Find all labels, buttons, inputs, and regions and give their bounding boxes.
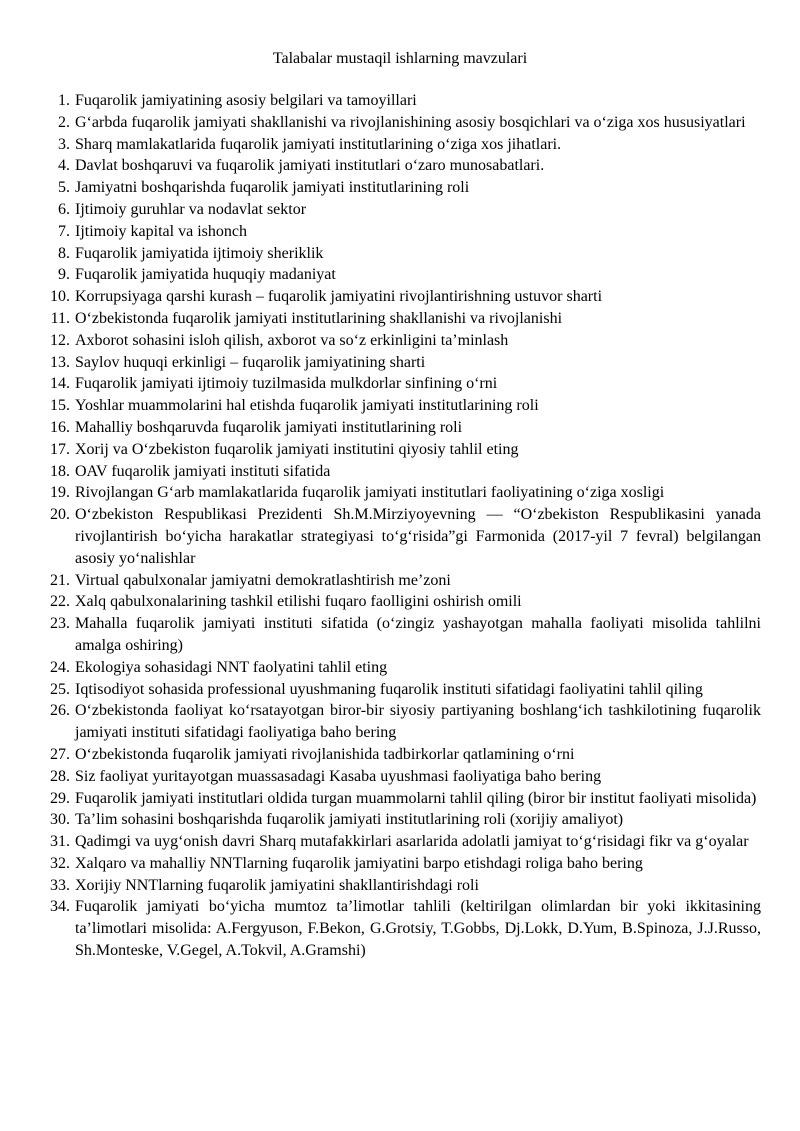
topic-text: Ta’lim sohasini boshqarishda fuqarolik jamiyati institutlarining roli (xorijiy amaliyot) [75, 811, 624, 829]
topic-item [38, 352, 761, 374]
topic-text: Ijtimoiy kapital va ishonch [75, 222, 247, 240]
topic-number: 6. [58, 200, 70, 218]
topic-number: 2. [58, 113, 70, 131]
topic-number: 14. [50, 375, 70, 393]
topic-text: Rivojlangan G‘arb mamlakatlarida fuqarolik jamiyati institutlari faoliyatining o‘ziga xosligi [75, 484, 665, 502]
topic-text: Axborot sohasini isloh qilish, axborot va so‘z erkinligini ta’minlash [75, 331, 509, 349]
topic-item [38, 788, 761, 810]
topic-text: Korrupsiyaga qarshi kurash – fuqarolik jamiyatini rivojlantirishning ustuvor sharti [75, 288, 603, 306]
topic-item [38, 875, 761, 897]
topic-text: O‘zbekistonda faoliyat ko‘rsatayotgan biror-bir siyosiy partiyaning boshlang‘ich tashkilotining fuqarolik jamiyati instituti sifatidagi faoliyatiga baho bering [75, 702, 761, 742]
topic-text: Saylov huquqi erkinligi – fuqarolik jamiyatining sharti [75, 353, 426, 371]
topic-number: 29. [50, 789, 70, 807]
topic-item [38, 199, 761, 221]
topic-text: Mahalla fuqarolik jamiyati instituti sifatida (o‘zingiz yashayotgan mahalla faoliyati misolida tahlilni amalga oshiring) [75, 615, 761, 654]
topic-item [38, 177, 761, 199]
topic-item [38, 613, 761, 657]
topic-number: 25. [50, 680, 70, 698]
topic-number: 23. [50, 615, 70, 633]
topic-number: 27. [50, 745, 70, 763]
topic-number: 1. [58, 92, 70, 109]
topic-number: 17. [50, 440, 70, 458]
topic-item [38, 679, 761, 701]
topic-item [38, 700, 761, 744]
topic-text: Yoshlar muammolarini hal etishda fuqarolik jamiyati institutlarining roli [75, 397, 539, 415]
topic-item [38, 90, 761, 112]
topic-number: 22. [50, 593, 70, 611]
topic-number: 26. [50, 702, 70, 720]
topic-item [38, 591, 761, 613]
topic-item [38, 264, 761, 286]
topic-text: O‘zbekiston Respublikasi Prezidenti Sh.M.Mirziyoyevning — “O‘zbekiston Respublikasini yanada rivojlantirish bo‘yicha harakatlar strategiyasi to‘g‘risida”gi Farmonida (2017-yil 7 fevral) belgilangan asosiy yo‘nalishlar [75, 506, 761, 567]
topic-number: 32. [50, 854, 70, 872]
topic-number: 31. [50, 833, 70, 851]
topic-number: 9. [58, 266, 70, 284]
topic-item [38, 243, 761, 265]
topic-text: Siz faoliyat yuritayotgan muassasadagi Kasaba uyushmasi faoliyatiga baho bering [75, 767, 602, 785]
topic-number: 4. [58, 157, 70, 175]
topic-text: Jamiyatni boshqarishda fuqarolik jamiyati institutlarining roli [75, 179, 470, 197]
topic-text: Qadimgi va uyg‘onish davri Sharq mutafakkirlari asarlarida adolatli jamiyat to‘g‘risidagi fikr va g‘oyalar [75, 833, 749, 851]
topic-item [38, 766, 761, 788]
topic-number: 8. [58, 244, 70, 262]
topic-item [38, 286, 761, 308]
topic-text: Ekologiya sohasidagi NNT faolyatini tahlil eting [75, 658, 388, 676]
topic-number: 33. [50, 876, 70, 894]
topic-text: O‘zbekistonda fuqarolik jamiyati rivojlanishida tadbirkorlar qatlamining o‘rni [75, 745, 575, 763]
topic-item [38, 155, 761, 177]
topic-item [38, 570, 761, 592]
topic-text: Fuqarolik jamiyatida huquqiy madaniyat [75, 266, 336, 284]
topic-number: 16. [50, 418, 70, 436]
topic-number: 30. [50, 811, 70, 829]
topic-text: Mahalliy boshqaruvda fuqarolik jamiyati institutlarining roli [75, 418, 463, 436]
topic-number: 3. [58, 135, 70, 153]
topic-item [38, 504, 761, 569]
topic-number: 18. [50, 462, 70, 480]
topic-item [38, 417, 761, 439]
topic-item [38, 831, 761, 853]
topic-text: Fuqarolik jamiyatining asosiy belgilari va tamoyillari [75, 92, 417, 109]
topic-number: 11. [50, 309, 70, 327]
topic-text: Iqtisodiyot sohasida professional uyushmaning fuqarolik instituti sifatidagi faoliyatini tahlil qiling [75, 680, 703, 698]
topic-number: 15. [50, 397, 70, 415]
topic-item [38, 461, 761, 483]
topic-text: OAV fuqarolik jamiyati instituti sifatida [75, 462, 331, 480]
topic-item [38, 809, 761, 831]
topic-item [38, 330, 761, 352]
topic-item [38, 853, 761, 875]
topic-item [38, 439, 761, 461]
topic-item [38, 134, 761, 156]
topic-number: 10. [50, 288, 70, 306]
topic-item [38, 395, 761, 417]
topic-item [38, 896, 761, 961]
topic-number: 7. [58, 222, 70, 240]
topic-item [38, 744, 761, 766]
topic-number: 13. [50, 353, 70, 371]
topic-text: Sharq mamlakatlarida fuqarolik jamiyati institutlarining o‘ziga xos jihatlari. [75, 135, 562, 153]
topic-item [38, 221, 761, 243]
topic-text: Virtual qabulxonalar jamiyatni demokratlashtirish me’zoni [75, 571, 451, 589]
topic-number: 21. [50, 571, 70, 589]
topic-item [38, 373, 761, 395]
topic-number: 28. [50, 767, 70, 785]
topic-text: Fuqarolik jamiyatida ijtimoiy sheriklik [75, 244, 324, 262]
topic-number: 20. [50, 506, 70, 524]
topic-item [38, 112, 761, 134]
topic-text: Fuqarolik jamiyati institutlari oldida turgan muammolarni tahlil qiling (biror bir institut faoliyati misolida) [75, 789, 757, 807]
topic-number: 34. [50, 898, 70, 916]
topic-item [38, 308, 761, 330]
topic-text: Xalq qabulxonalarining tashkil etilishi fuqaro faolligini oshirish omili [75, 593, 522, 611]
topic-item [38, 482, 761, 504]
document-title: Talabalar mustaqil ishlarning mavzulari [272, 50, 528, 67]
topic-number: 24. [50, 658, 70, 676]
topic-text: Fuqarolik jamiyati ijtimoiy tuzilmasida mulkdorlar sinfining o‘rni [75, 375, 498, 393]
topic-text: Fuqarolik jamiyati bo‘yicha mumtoz ta’limotlar tahlili (keltirilgan olimlardan bir yoki ikkitasining ta’limotlari misolida: A.Fergyuson, F.Bekon, G.Grotsiy, T.Gobbs, Dj.Lokk, D.Yum, B.Spinoza, J.J.Russo, Sh.Monteske, V.Gegel, A.Tokvil, A.Gramshi) [75, 898, 761, 960]
topic-text: G‘arbda fuqarolik jamiyati shakllanishi va rivojlanishining asosiy bosqichlari va o‘ziga xos hususiyatlari [75, 113, 746, 131]
topic-text: Xorij va O‘zbekiston fuqarolik jamiyati institutini qiyosiy tahlil eting [75, 440, 519, 458]
topic-text: Ijtimoiy guruhlar va nodavlat sektor [75, 200, 307, 218]
topic-text: Davlat boshqaruvi va fuqarolik jamiyati institutlari o‘zaro munosabatlari. [75, 157, 545, 175]
topic-item [38, 657, 761, 679]
topic-number: 12. [50, 331, 70, 349]
topic-text: Xalqaro va mahalliy NNTlarning fuqarolik jamiyatini barpo etishdagi roliga baho bering [75, 854, 643, 872]
topic-list [38, 90, 761, 962]
topic-text: Xorijiy NNTlarning fuqarolik jamiyatini shakllantirishdagi roli [75, 876, 479, 894]
topic-number: 5. [58, 179, 70, 197]
topic-number: 19. [50, 484, 70, 502]
topic-text: O‘zbekistonda fuqarolik jamiyati institutlarining shakllanishi va rivojlanishi [75, 309, 563, 327]
